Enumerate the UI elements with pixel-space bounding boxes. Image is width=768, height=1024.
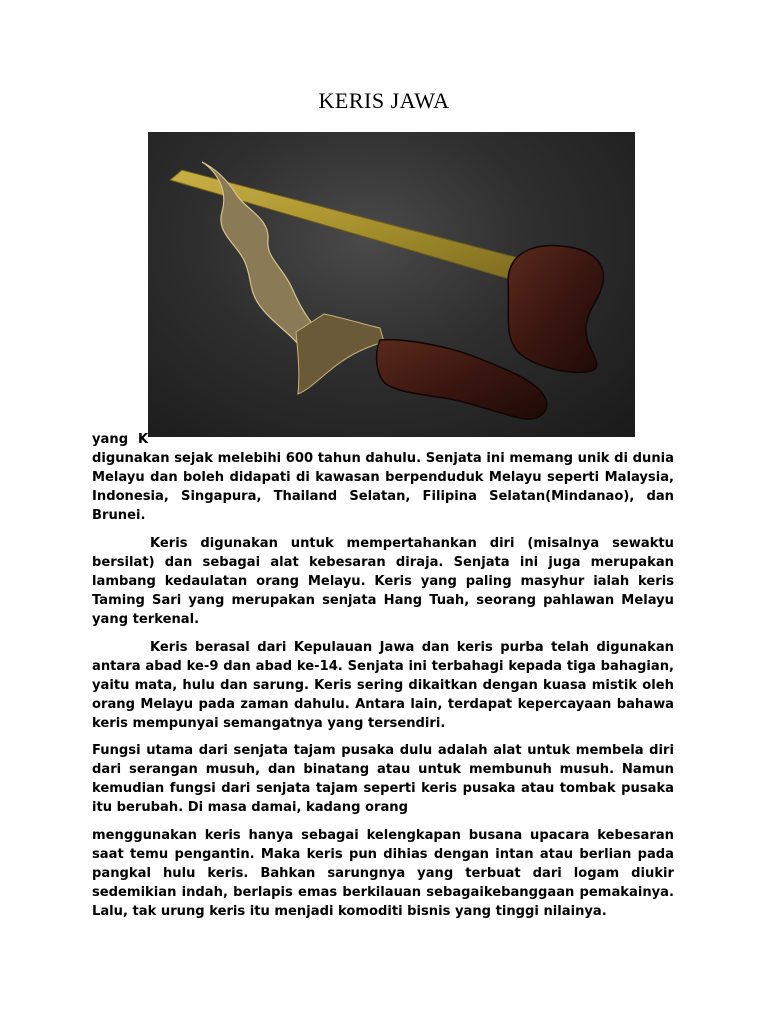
paragraph-5: menggunakan keris hanya sebagai kelengkapan busana upacara kebesaran saat temu pengantin. Maka keris pun dihias dengan intan atau berlian pada pangkal hulu keris. Bahkan sarungnya yang terbuat dari logam diukir sedemikian indah, berlapis emas berkilauan sebagaikebanggaan pemakainya. Lalu, tak urung keris itu menjadi komoditi bisnis yang tinggi nilainya. <box>92 828 674 919</box>
paragraph-2: Keris digunakan untuk mempertahankan diri (misalnya sewaktu bersilat) dan sebagai alat kebesaran diraja. Senjata ini juga merupakan lambang kedaulatan orang Melayu. Keris yang paling masyhur ialah keris Taming Sari yang merupakan senjata Hang Tuah, seorang pahlawan Melayu yang terkenal. <box>92 536 674 627</box>
keris-photo <box>148 132 635 437</box>
paragraph-1-first-line <box>92 430 674 449</box>
paragraph-1-initial: K <box>138 432 149 447</box>
document-title: KERIS JAWA <box>318 88 450 113</box>
paragraph-4: Fungsi utama dari senjata tajam pusaka dulu adalah alat untuk membela diri dari serangan musuh, dan binatang atau untuk membunuh musuh. Namun kemudian fungsi dari senjata tajam seperti keris pusaka atau tombak pusaka itu berubah. Di masa damai, kadang orang <box>92 743 674 815</box>
paragraph-1: digunakan sejak melebihi 600 tahun dahulu. Senjata ini memang unik di dunia Melayu dan boleh didapati di kawasan berpenduduk Melayu seperti Malaysia, Indonesia, Singapura, Thailand Selatan, Filipina Selatan(Mindanao), dan Brunei. <box>92 451 674 523</box>
paragraph-1-line-end: yang <box>92 432 129 447</box>
paragraph-3: Keris berasal dari Kepulauan Jawa dan keris purba telah digunakan antara abad ke-9 dan abad ke-14. Senjata ini terbahagi kepada tiga bahagian, yaitu mata, hulu dan sarung. Keris sering dikaitkan dengan kuasa mistik oleh orang Melayu pada zaman dahulu. Antara lain, terdapat kepercayaan bahawa keris mempunyai semangatnya yang tersendiri. <box>92 640 674 731</box>
